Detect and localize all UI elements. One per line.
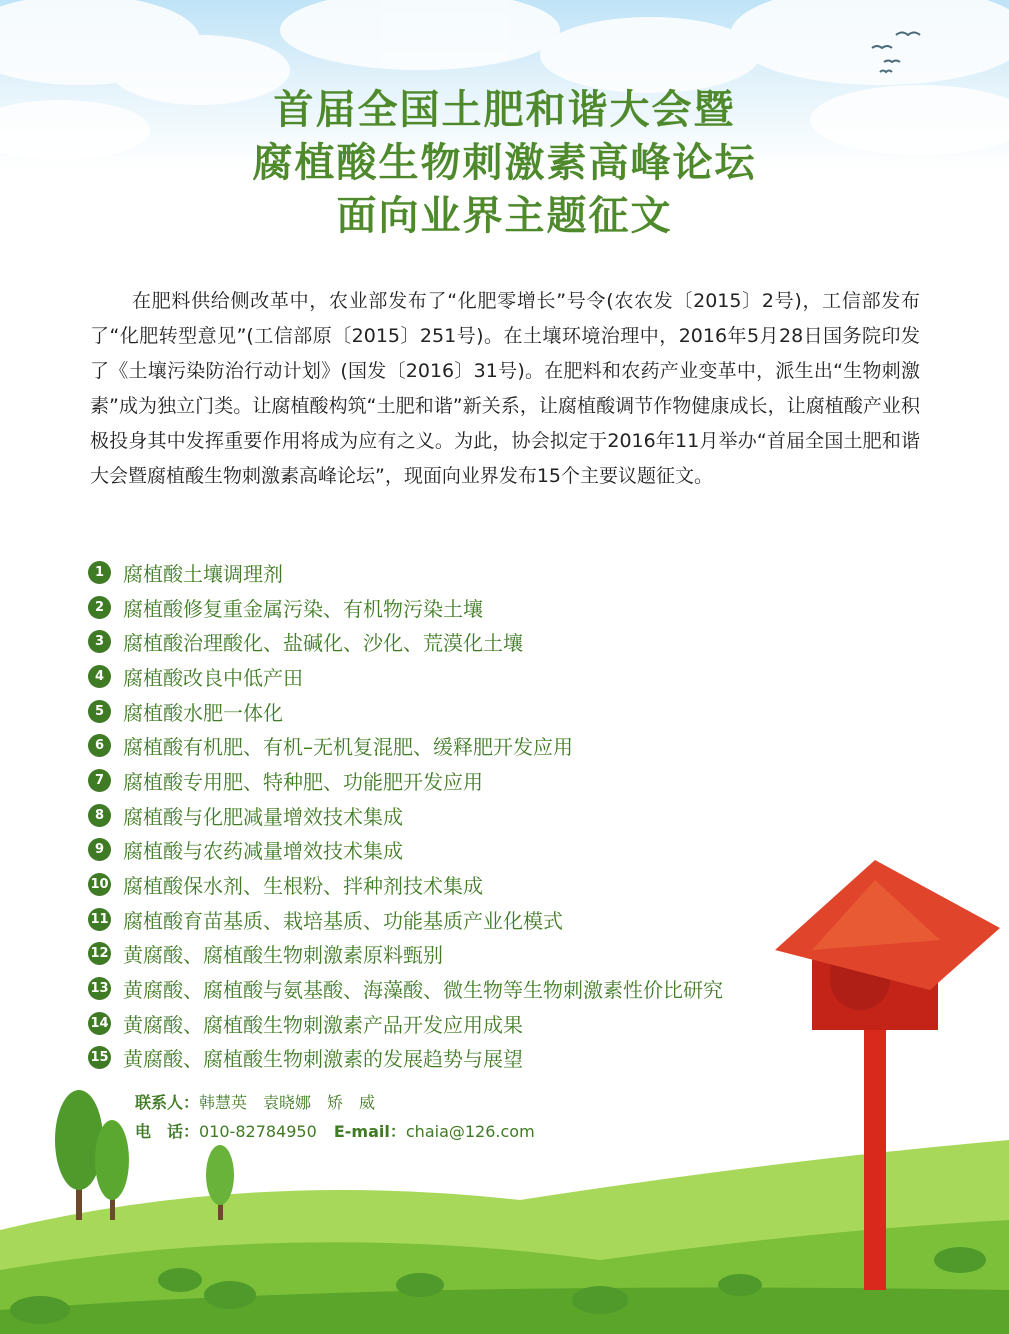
list-item bbox=[88, 590, 808, 625]
list-item bbox=[88, 763, 808, 798]
topic-label: 腐植酸水肥一体化 bbox=[123, 700, 283, 725]
phone-value: 010-82784950 bbox=[199, 1122, 317, 1141]
number-badge: 9 bbox=[88, 838, 111, 861]
contact-block bbox=[135, 1088, 535, 1146]
topic-label: 腐植酸治理酸化、盐碱化、沙化、荒漠化土壤 bbox=[123, 631, 523, 656]
list-item bbox=[88, 867, 808, 902]
list-item bbox=[88, 624, 808, 659]
number-badge: 5 bbox=[88, 700, 111, 723]
list-item bbox=[88, 798, 808, 833]
list-item bbox=[88, 555, 808, 590]
number-badge: 6 bbox=[88, 734, 111, 757]
topic-label: 黄腐酸、腐植酸与氨基酸、海藻酸、微生物等生物刺激素性价比研究 bbox=[123, 978, 723, 1003]
topic-label: 腐植酸专用肥、特种肥、功能肥开发应用 bbox=[123, 769, 483, 794]
topic-label: 腐植酸与农药减量增效技术集成 bbox=[123, 839, 403, 864]
number-badge: 11 bbox=[88, 908, 111, 931]
contact-phone-row bbox=[135, 1117, 535, 1146]
title-line-2: 腐植酸生物刺激素高峰论坛 bbox=[252, 140, 757, 186]
topic-label: 腐植酸与化肥减量增效技术集成 bbox=[123, 804, 403, 829]
contact-label: 联系人： bbox=[135, 1093, 200, 1112]
intro-paragraph: 在肥料供给侧改革中，农业部发布了“化肥零增长”号令(农农发〔2015〕2号)，工信部发布了“化肥转型意见”(工信部原〔2015〕251号)。在土壤环境治理中，2016年5月28日国务院印发了《土壤污染防治行动计划》(国发〔2016〕31号)。在肥料和农药产业变革中，派生出“生物刺激素”成为独立门类。让腐植酸构筑“土肥和谐”新关系，让腐植酸调节作物健康成长，让腐植酸产业积极投身其中发挥重要作用将成为应有之义。为此，协会拟定于2016年11月举办“首届全国土肥和谐大会暨腐植酸生物刺激素高峰论坛”，现面向业界发布15个主要议题征文。 bbox=[90, 290, 920, 487]
number-badge: 3 bbox=[88, 630, 111, 653]
list-item bbox=[88, 659, 808, 694]
list-item bbox=[88, 971, 808, 1006]
number-badge: 2 bbox=[88, 596, 111, 619]
list-item bbox=[88, 937, 808, 972]
topic-label: 黄腐酸、腐植酸生物刺激素产品开发应用成果 bbox=[123, 1012, 523, 1037]
list-item bbox=[88, 1006, 808, 1041]
title-line-3: 面向业界主题征文 bbox=[336, 193, 673, 239]
topic-label: 腐植酸土壤调理剂 bbox=[123, 561, 283, 586]
email-label: E-mail： bbox=[333, 1122, 406, 1141]
phone-label: 电 话： bbox=[135, 1122, 200, 1141]
topic-label: 腐植酸修复重金属污染、有机物污染土壤 bbox=[123, 596, 483, 621]
list-item bbox=[88, 694, 808, 729]
topic-label: 腐植酸改良中低产田 bbox=[123, 665, 303, 690]
number-badge: 13 bbox=[88, 977, 111, 1000]
email-link[interactable]: chaia@126.com bbox=[405, 1122, 535, 1141]
topic-label: 黄腐酸、腐植酸生物刺激素原料甄别 bbox=[123, 943, 443, 968]
topic-label: 黄腐酸、腐植酸生物刺激素的发展趋势与展望 bbox=[123, 1047, 523, 1072]
number-badge: 8 bbox=[88, 804, 111, 827]
list-item bbox=[88, 1041, 808, 1076]
title-line-1: 首届全国土肥和谐大会暨 bbox=[273, 87, 736, 133]
number-badge: 1 bbox=[88, 561, 111, 584]
topic-label: 腐植酸保水剂、生根粉、拌种剂技术集成 bbox=[123, 874, 483, 899]
topic-list bbox=[88, 555, 808, 1075]
number-badge: 4 bbox=[88, 665, 111, 688]
list-item bbox=[88, 833, 808, 868]
topic-label: 腐植酸育苗基质、栽培基质、功能基质产业化模式 bbox=[123, 908, 563, 933]
list-item bbox=[88, 728, 808, 763]
number-badge: 10 bbox=[88, 873, 111, 896]
number-badge: 14 bbox=[88, 1012, 111, 1035]
list-item bbox=[88, 902, 808, 937]
contact-names: 韩慧英 袁晓娜 矫 威 bbox=[199, 1093, 376, 1112]
contact-people-row bbox=[135, 1088, 535, 1117]
number-badge: 7 bbox=[88, 769, 111, 792]
page-title bbox=[0, 84, 1009, 243]
number-badge: 15 bbox=[88, 1046, 111, 1069]
number-badge: 12 bbox=[88, 942, 111, 965]
topic-label: 腐植酸有机肥、有机–无机复混肥、缓释肥开发应用 bbox=[123, 735, 573, 760]
